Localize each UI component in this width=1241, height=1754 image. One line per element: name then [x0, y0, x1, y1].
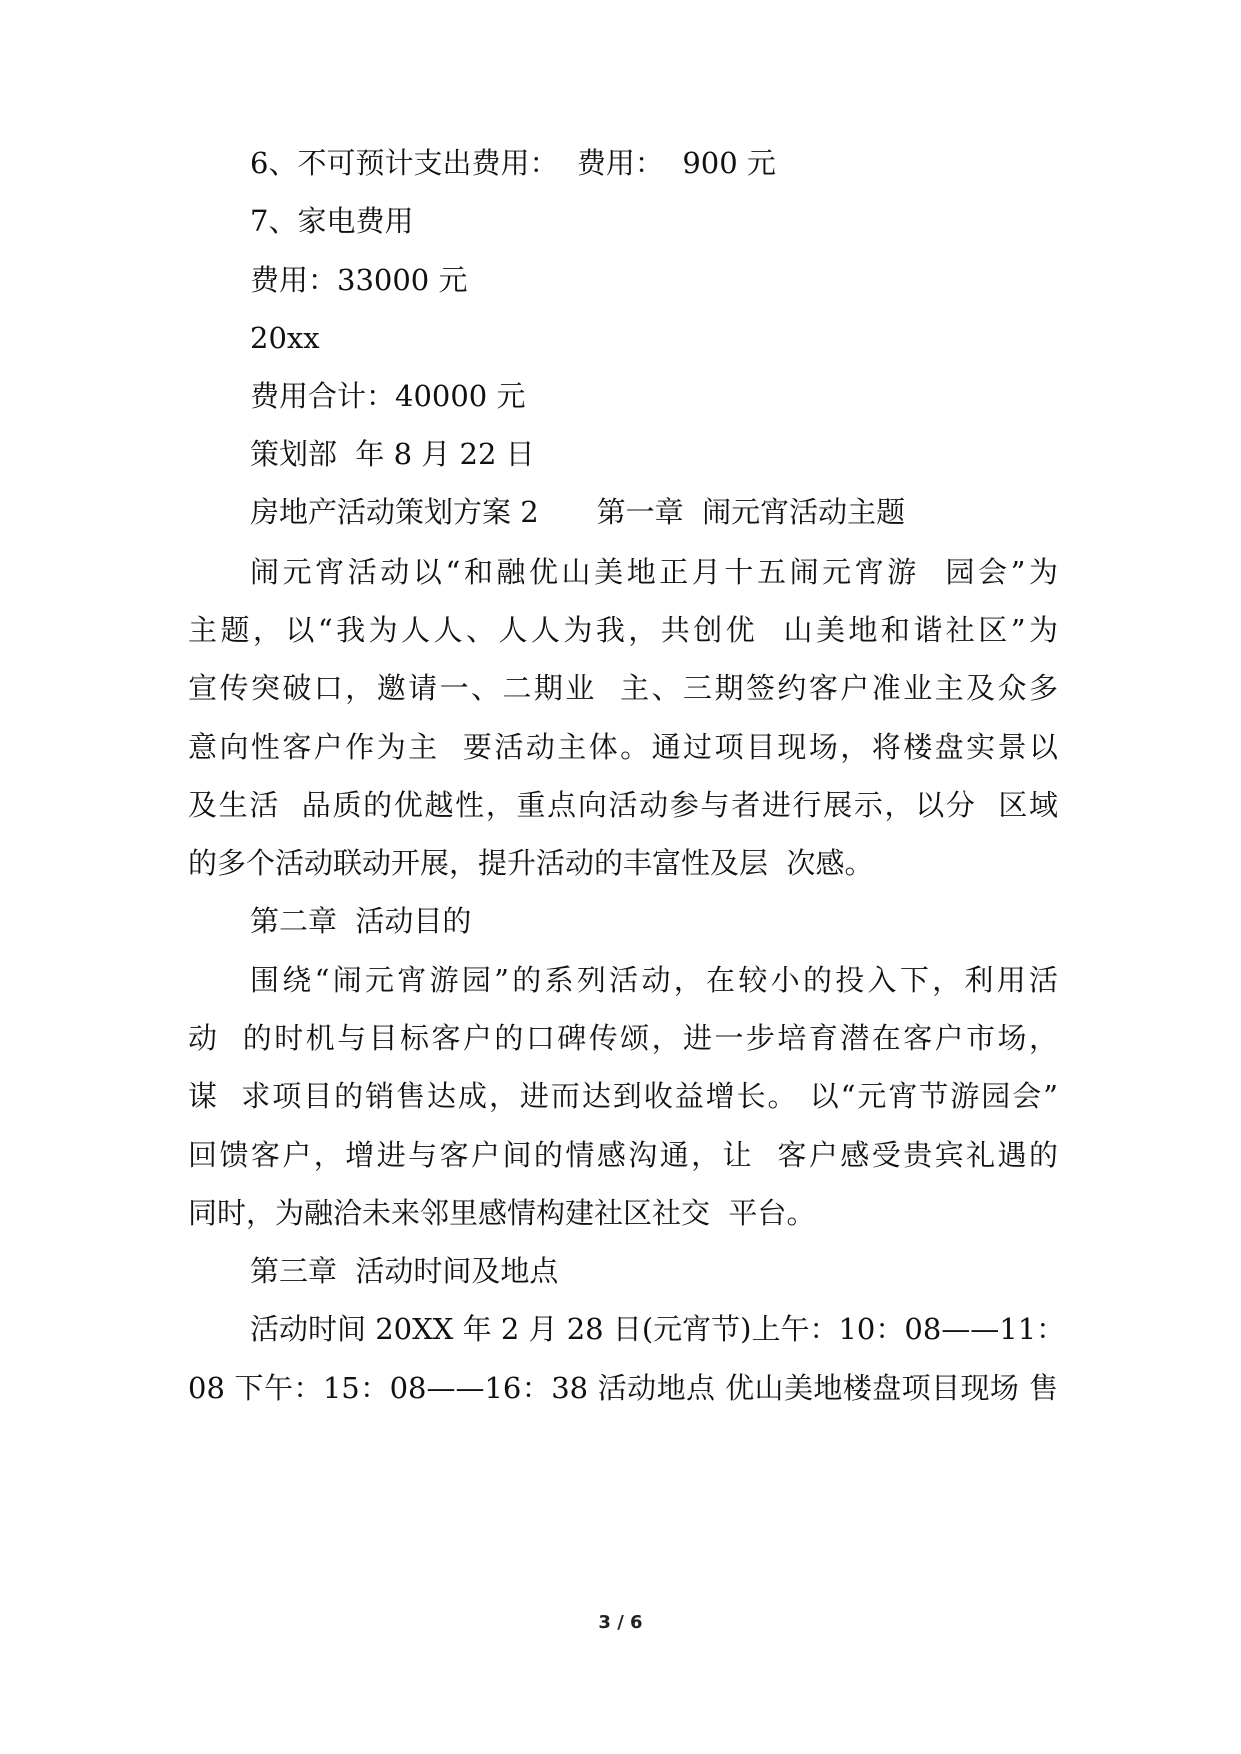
- chapter-2-title: 第二章 活动目的: [250, 904, 472, 938]
- text-line-expense-7: 7、家电费用: [250, 204, 414, 238]
- paragraph-line: 宣传突破口，邀请一、二期业 主、三期签约客户准业主及众多: [188, 671, 1058, 705]
- paragraph-line: 围绕“闹元宵游园”的系列活动，在较小的投入下，利用活: [250, 963, 1058, 997]
- text-line-expense-6: 6、不可预计支出费用： 费用： 900 元: [250, 146, 776, 180]
- paragraph-line: 08 下午：15：08——16：38 活动地点 优山美地楼盘项目现场 售: [188, 1371, 1058, 1405]
- plan-title: 房地产活动策划方案 2: [250, 495, 539, 529]
- paragraph-line: 意向性客户作为主 要活动主体。通过项目现场，将楼盘实景以: [188, 730, 1058, 764]
- text-line-appliance-cost: 费用：33000 元: [250, 263, 468, 297]
- paragraph-line: 回馈客户，增进与客户间的情感沟通，让 客户感受贵宾礼遇的: [188, 1138, 1058, 1172]
- paragraph-line: 闹元宵活动以“和融优山美地正月十五闹元宵游 园会”为: [250, 555, 1058, 589]
- paragraph-line: 主题，以“我为人人、人人为我，共创优 山美地和谐社区”为: [188, 613, 1058, 647]
- text-line-total-cost: 费用合计：40000 元: [250, 379, 526, 413]
- chapter-3-title: 第三章 活动时间及地点: [250, 1254, 559, 1288]
- text-line-year: 20xx: [250, 321, 320, 355]
- page-number: 3 / 6: [598, 1612, 643, 1633]
- chapter-1-title: 第一章 闹元宵活动主题: [596, 495, 906, 529]
- paragraph-line: 的多个活动联动开展，提升活动的丰富性及层 次感。: [188, 846, 874, 880]
- paragraph-line: 及生活 品质的优越性，重点向活动参与者进行展示，以分 区域: [188, 788, 1058, 822]
- paragraph-line: 同时，为融洽未来邻里感情构建社区社交 平台。: [188, 1196, 816, 1230]
- text-line-signature-date: 策划部 年 8 月 22 日: [250, 437, 535, 471]
- paragraph-line: 动 的时机与目标客户的口碑传颂，进一步培育潜在客户市场，: [188, 1021, 1058, 1055]
- paragraph-line: 谋 求项目的销售达成，进而达到收益增长。 以“元宵节游园会”: [188, 1079, 1058, 1113]
- section-heading-plan-2: [250, 494, 905, 530]
- paragraph-line: 活动时间 20XX 年 2 月 28 日(元宵节)上午：10：08——11：: [250, 1312, 1066, 1346]
